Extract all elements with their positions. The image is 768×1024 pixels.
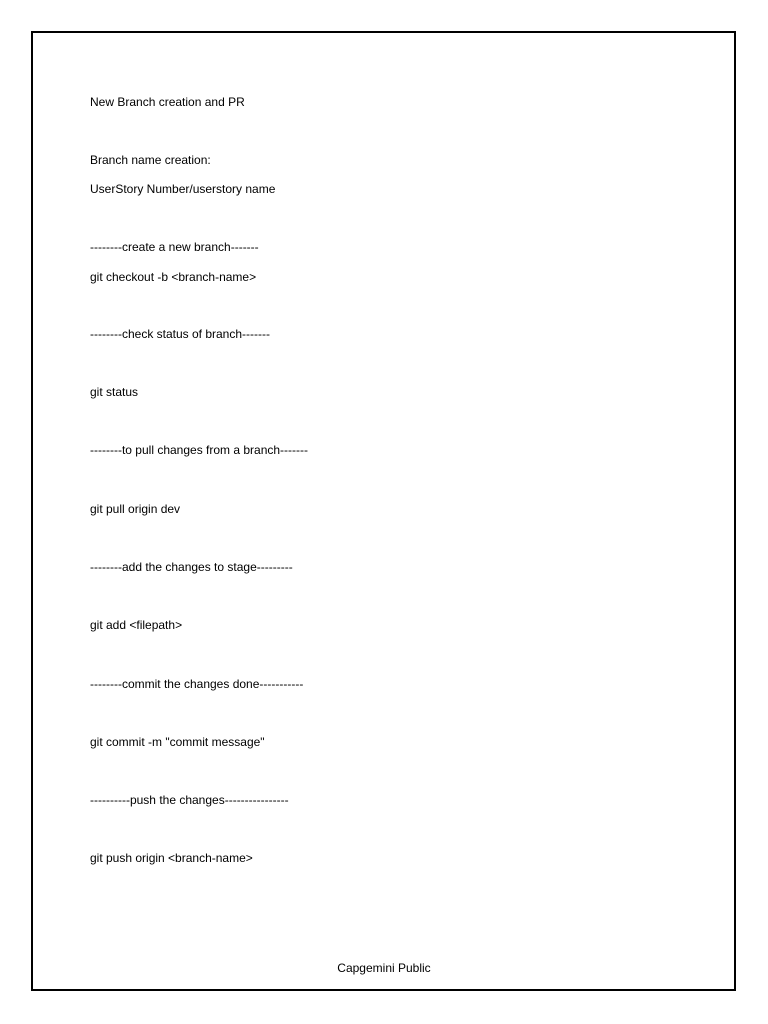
- branch-name-heading: Branch name creation:: [90, 153, 211, 167]
- commit-changes-comment: --------commit the changes done-----------: [90, 677, 304, 691]
- git-status-command: git status: [90, 385, 139, 399]
- create-branch-comment: --------create a new branch-------: [90, 240, 259, 254]
- git-pull-command: git pull origin dev: [90, 502, 181, 516]
- push-changes-comment: ----------push the changes----------------: [90, 793, 289, 807]
- create-branch-command: git checkout -b <branch-name>: [90, 270, 257, 284]
- classification-footer: Capgemini Public: [337, 961, 431, 975]
- branch-name-format: UserStory Number/userstory name: [90, 182, 276, 196]
- check-status-comment: --------check status of branch-------: [90, 327, 271, 341]
- pull-changes-comment: --------to pull changes from a branch-------: [90, 443, 309, 457]
- add-changes-comment: --------add the changes to stage---------: [90, 560, 293, 574]
- document-title: New Branch creation and PR: [90, 95, 245, 109]
- git-add-command: git add <filepath>: [90, 618, 183, 632]
- git-push-command: git push origin <branch-name>: [90, 851, 253, 865]
- git-commit-command: git commit -m "commit message": [90, 735, 265, 749]
